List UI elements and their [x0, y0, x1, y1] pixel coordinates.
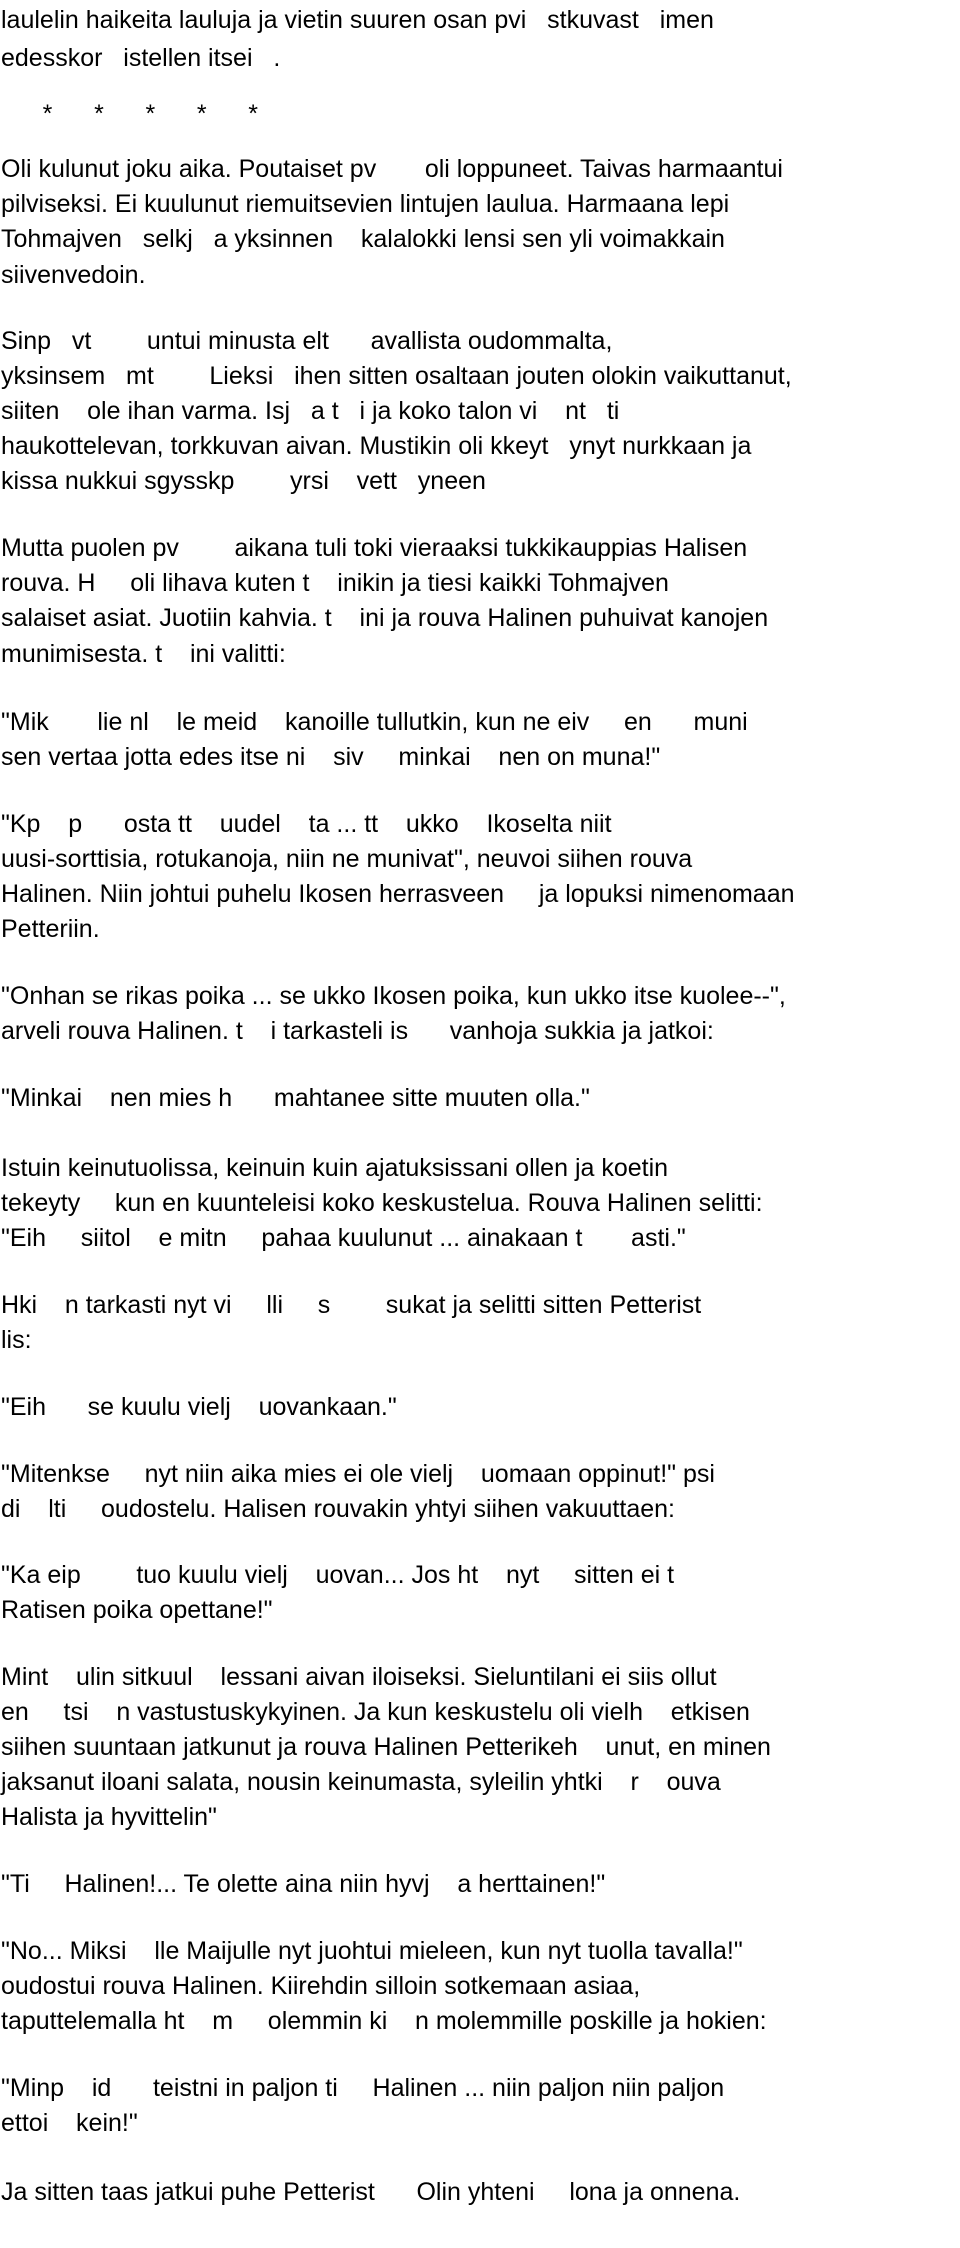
text-line: jaksanut iloani salata, nousin keinumasta, syleilin yhtki r ouva: [1, 1768, 721, 1796]
text-line: edesskor istellen itsei .: [1, 44, 281, 72]
text-line: tekeyty kun en kuunteleisi koko keskustelua. Rouva Halinen selitti:: [1, 1189, 763, 1217]
section-separator: * * * * *: [1, 100, 259, 128]
text-line: lis:: [1, 1326, 32, 1354]
text-line: siivenvedoin.: [1, 261, 146, 289]
text-line: Ratisen poika opettane!": [1, 1596, 273, 1624]
text-line: Tohmajven selkj a yksinnen kalalokki lensi sen yli voimakkain: [1, 225, 725, 253]
text-line: siihen suuntaan jatkunut ja rouva Halinen Petterikeh unut, en minen: [1, 1733, 771, 1761]
text-line: rouva. H oli lihava kuten t inikin ja tiesi kaikki Tohmajven: [1, 569, 669, 597]
text-line: munimisesta. t ini valitti:: [1, 640, 286, 668]
text-line: taputtelemalla ht m olemmin ki n molemmille poskille ja hokien:: [1, 2007, 767, 2035]
text-line: Hki n tarkasti nyt vi lli s sukat ja selitti sitten Petterist: [1, 1291, 702, 1319]
text-line: salaiset asiat. Juotiin kahvia. t ini ja rouva Halinen puhuivat kanojen: [1, 604, 769, 632]
text-line: uusi-sorttisia, rotukanoja, niin ne munivat", neuvoi siihen rouva: [1, 845, 693, 873]
text-line: yksinsem mt Lieksi ihen sitten osaltaan jouten olokin vaikuttanut,: [1, 362, 792, 390]
text-line: en tsi n vastustuskykyinen. Ja kun keskustelu oli vielh etkisen: [1, 1698, 750, 1726]
text-line: Sinp vt untui minusta elt avallista oudommalta,: [1, 327, 613, 355]
text-line: oudostui rouva Halinen. Kiirehdin silloin sotkemaan asiaa,: [1, 1972, 641, 2000]
text-line: Oli kulunut joku aika. Poutaiset pv oli loppuneet. Taivas harmaantui: [1, 155, 783, 183]
text-line: Halinen. Niin johtui puhelu Ikosen herrasveen ja lopuksi nimenomaan: [1, 880, 795, 908]
text-line: arveli rouva Halinen. t i tarkasteli is vanhoja sukkia ja jatkoi:: [1, 1017, 714, 1045]
text-line: "Minkai nen mies h mahtanee sitte muuten olla.": [1, 1084, 590, 1112]
text-line: haukottelevan, torkkuvan aivan. Mustikin oli kkeyt ynyt nurkkaan ja: [1, 432, 752, 460]
text-line: kissa nukkui sgysskp yrsi vett yneen: [1, 467, 486, 495]
text-line: Ja sitten taas jatkui puhe Petterist Olin yhteni lona ja onnena.: [1, 2178, 741, 2206]
text-line: laulelin haikeita lauluja ja vietin suuren osan pvi stkuvast imen: [1, 6, 714, 34]
text-line: sen vertaa jotta edes itse ni siv minkai nen on muna!": [1, 743, 661, 771]
text-line: "No... Miksi lle Maijulle nyt juohtui mieleen, kun nyt tuolla tavalla!": [1, 1937, 743, 1965]
text-line: "Mitenkse nyt niin aika mies ei ole vielj uomaan oppinut!" psi: [1, 1460, 715, 1488]
text-line: Halista ja hyvittelin": [1, 1803, 217, 1831]
text-line: di lti oudostelu. Halisen rouvakin yhtyi siihen vakuuttaen:: [1, 1495, 675, 1523]
text-line: Istuin keinutuolissa, keinuin kuin ajatuksissani ollen ja koetin: [1, 1154, 669, 1182]
text-line: "Minp id teistni in paljon ti Halinen ... niin paljon niin paljon: [1, 2074, 725, 2102]
text-line: ettoi kein!": [1, 2109, 138, 2137]
text-line: Mint ulin sitkuul lessani aivan iloiseksi. Sieluntilani ei siis ollut: [1, 1663, 717, 1691]
text-line: "Mik lie nl le meid kanoille tullutkin, kun ne eiv en muni: [1, 708, 748, 736]
text-line: "Onhan se rikas poika ... se ukko Ikosen poika, kun ukko itse kuolee--",: [1, 982, 786, 1010]
text-line: "Eih siitol e mitn pahaa kuulunut ... ainakaan t asti.": [1, 1224, 686, 1252]
text-line: Mutta puolen pv aikana tuli toki vieraaksi tukkikauppias Halisen: [1, 534, 748, 562]
text-line: pilviseksi. Ei kuulunut riemuitsevien lintujen laulua. Harmaana lepi: [1, 190, 730, 218]
text-line: siiten ole ihan varma. Isj a t i ja koko talon vi nt ti: [1, 397, 620, 425]
text-line: Petteriin.: [1, 915, 100, 943]
text-line: "Eih se kuulu vielj uovankaan.": [1, 1393, 397, 1421]
text-line: "Ti Halinen!... Te olette aina niin hyvj a herttainen!": [1, 1870, 606, 1898]
text-line: "Kp p osta tt uudel ta ... tt ukko Ikoselta niit: [1, 810, 612, 838]
text-line: "Ka eip tuo kuulu vielj uovan... Jos ht nyt sitten ei t: [1, 1561, 675, 1589]
